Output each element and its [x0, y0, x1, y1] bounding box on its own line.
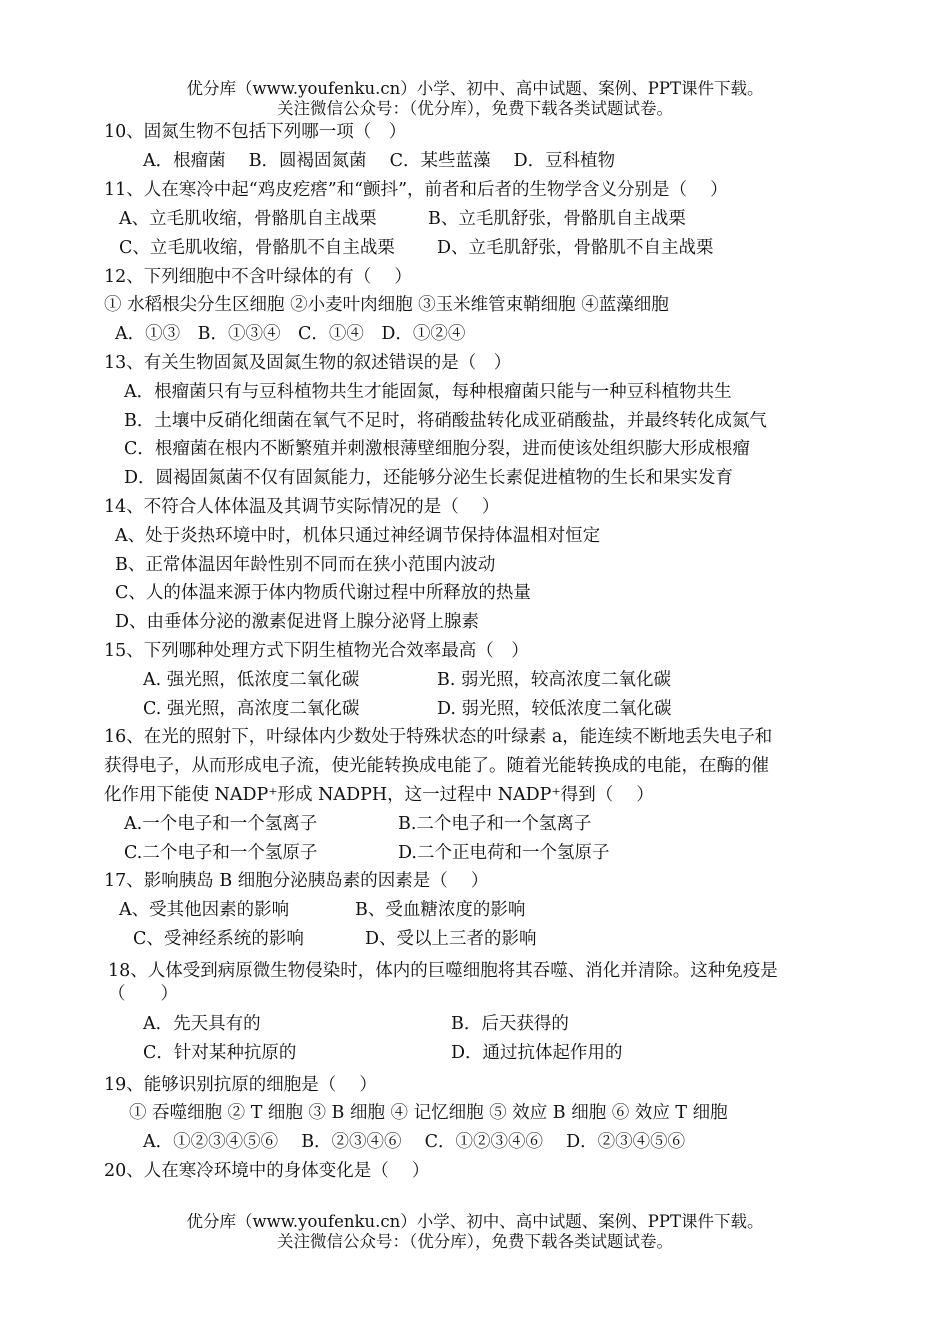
question-18-line-2: （ ）: [108, 984, 178, 1004]
footer-line-2: 关注微信公众号：（优分库），免费下载各类试题试卷。: [277, 1232, 673, 1251]
question-16-line-1: 16、在光的照射下，叶绿体内少数处于特殊状态的叶绿素 a，能连续不断地丢失电子和: [104, 727, 773, 747]
question-10-options: A．根瘤菌 B．圆褐固氮菌 C．某些蓝藻 D．豆科植物: [143, 151, 616, 171]
question-17-stem: 17、影响胰岛 B 细胞分泌胰岛素的因素是（ ）: [104, 871, 489, 891]
question-13-option-b: B．土壤中反硝化细菌在氧气不足时，将硝酸盐转化成亚硝酸盐，并最终转化成氮气: [124, 411, 767, 431]
question-17-option-c: C、受神经系统的影响: [133, 929, 304, 949]
question-18-line-1: 18、人体受到病原微生物侵染时，体内的巨噬细胞将其吞噬、消化并清除。这种免疫是: [108, 961, 778, 981]
question-15-option-a: A. 强光照，低浓度二氧化碳: [143, 670, 360, 690]
question-12-options: A．①③ B．①③④ C．①④ D．①②④: [115, 324, 466, 344]
question-18-option-c: C．针对某种抗原的: [143, 1043, 297, 1063]
question-11-option-d: D、立毛肌舒张，骨骼肌不自主战栗: [437, 238, 714, 258]
question-19-items: ① 吞噬细胞 ② T 细胞 ③ B 细胞 ④ 记忆细胞 ⑤ 效应 B 细胞 ⑥ 效应 T 细胞: [129, 1103, 728, 1123]
question-15-option-c: C. 强光照，高浓度二氧化碳: [143, 699, 360, 719]
question-12-items: ① 水稻根尖分生区细胞 ②小麦叶肉细胞 ③玉米维管束鞘细胞 ④蓝藻细胞: [104, 295, 669, 315]
question-20-stem: 20、人在寒冷环境中的身体变化是（ ）: [104, 1161, 430, 1181]
question-14-option-b: B、正常体温因年龄性别不同而在狭小范围内波动: [115, 555, 496, 575]
question-14-option-d: D、由垂体分泌的激素促进肾上腺分泌肾上腺素: [115, 612, 480, 632]
question-16-option-d: D.二个正电荷和一个氢原子: [398, 843, 610, 863]
question-12-stem: 12、下列细胞中不含叶绿体的有（ ）: [104, 267, 412, 287]
question-19-stem: 19、能够识别抗原的细胞是（ ）: [104, 1075, 377, 1095]
question-16-option-c: C.二个电子和一个氢原子: [124, 843, 318, 863]
question-13-option-d: D．圆褐固氮菌不仅有固氮能力，还能够分泌生长素促进植物的生长和果实发育: [124, 468, 734, 488]
question-19-options: A．①②③④⑤⑥ B．②③④⑥ C．①②③④⑥ D．②③④⑤⑥: [143, 1132, 686, 1152]
question-16-line-3: 化作用下能使 NADP⁺形成 NADPH，这一过程中 NADP⁺得到（ ）: [104, 785, 654, 805]
question-18-option-d: D．通过抗体起作用的: [451, 1043, 623, 1063]
question-14-stem: 14、不符合人体体温及其调节实际情况的是（ ）: [104, 497, 500, 517]
question-17-option-b: B、受血糖浓度的影响: [355, 900, 526, 920]
question-17-option-d: D、受以上三者的影响: [365, 929, 537, 949]
question-13-option-a: A．根瘤菌只有与豆科植物共生才能固氮，每种根瘤菌只能与一种豆科植物共生: [124, 382, 732, 402]
question-14-option-c: C、人的体温来源于体内物质代谢过程中所释放的热量: [115, 583, 531, 603]
question-18-option-a: A．先天具有的: [143, 1014, 261, 1034]
question-11-stem: 11、人在寒冷中起“鸡皮疙瘩”和“颤抖”，前者和后者的生物学含义分别是（ ）: [104, 180, 728, 200]
question-15-option-b: B. 弱光照，较高浓度二氧化碳: [437, 670, 671, 690]
question-11-option-b: B、立毛肌舒张，骨骼肌自主战栗: [428, 209, 686, 229]
header-line-1: 优分库（www.youfenku.cn）小学、初中、高中试题、案例、PPT课件下载。: [186, 79, 764, 98]
question-11-option-c: C、立毛肌收缩，骨骼肌不自主战栗: [119, 238, 395, 258]
question-16-line-2: 获得电子，从而形成电子流，使光能转换成电能了。随着光能转换成的电能，在酶的催: [104, 756, 769, 776]
question-10-stem: 10、固氮生物不包括下列哪一项（ ）: [104, 122, 407, 142]
question-14-option-a: A、处于炎热环境中时，机体只通过神经调节保持体温相对恒定: [115, 526, 601, 546]
footer-line-1: 优分库（www.youfenku.cn）小学、初中、高中试题、案例、PPT课件下载。: [186, 1212, 764, 1231]
question-16-option-a: A.一个电子和一个氢离子: [124, 814, 318, 834]
question-18-option-b: B．后天获得的: [451, 1014, 569, 1034]
question-17-option-a: A、受其他因素的影响: [119, 900, 290, 920]
question-13-stem: 13、有关生物固氮及固氮生物的叙述错误的是（ ）: [104, 353, 512, 373]
question-13-option-c: C．根瘤菌在根内不断繁殖并刺激根薄壁细胞分裂，进而使该处组织膨大形成根瘤: [124, 439, 750, 459]
question-15-option-d: D. 弱光照，较低浓度二氧化碳: [437, 699, 672, 719]
question-15-stem: 15、下列哪种处理方式下阴生植物光合效率最高（ ）: [104, 641, 529, 661]
question-11-option-a: A、立毛肌收缩，骨骼肌自主战栗: [119, 209, 377, 229]
header-line-2: 关注微信公众号：（优分库），免费下载各类试题试卷。: [277, 99, 673, 118]
question-16-option-b: B.二个电子和一个氢离子: [398, 814, 592, 834]
